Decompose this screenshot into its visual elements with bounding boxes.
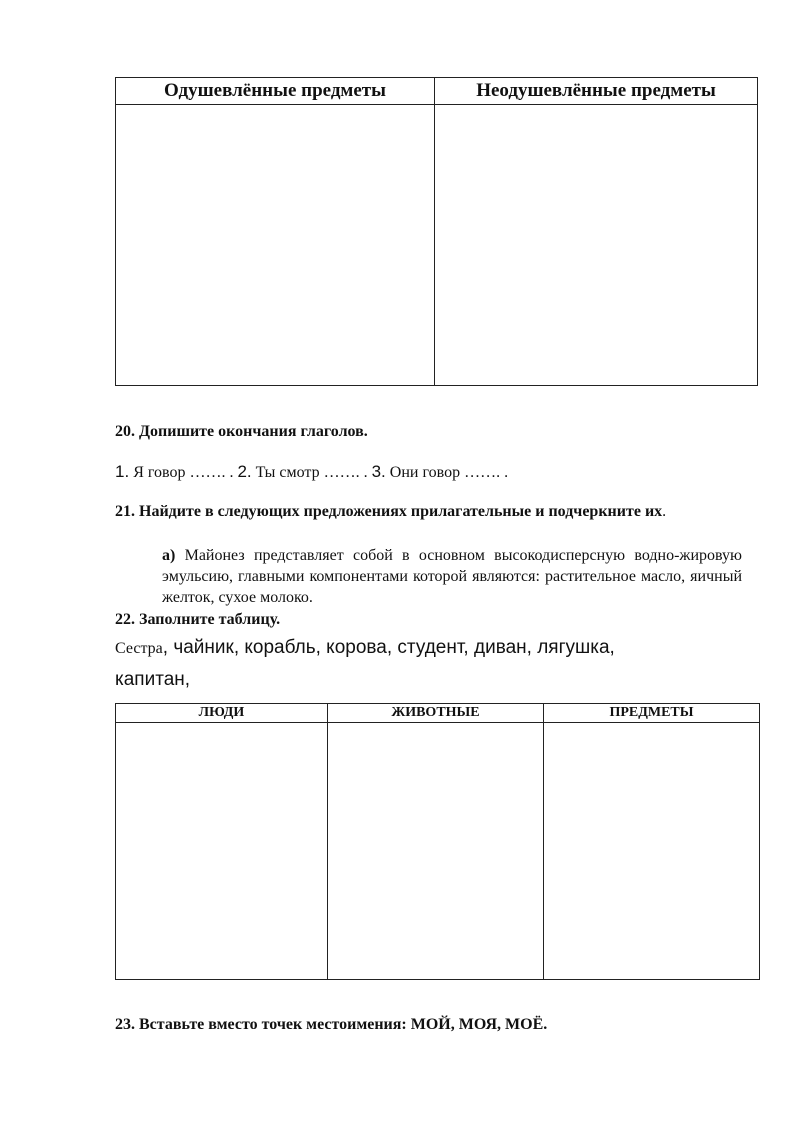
q20-title: 20. Допишите окончания глаголов. [115,423,368,440]
q21-title-text: 21. Найдите в следующих предложениях прилагательные и подчеркните их [115,503,663,520]
header-inanimate: Неодушевлённые предметы [435,78,758,105]
q21-a-text: Майонез представляет собой в основном высокодисперсную водно-жировую эмульсию, главными компонентами которой являются: растительное масло, яичный желток, сухое молоко. [162,547,742,606]
cell-inanimate[interactable] [435,105,758,386]
q20-item-3-num: 3. [371,462,386,481]
q20-item-3-text: Они говор ……. . [385,464,509,481]
animate-inanimate-table [115,77,758,386]
q20-item-2-num: 2. [237,462,252,481]
classification-table [115,703,760,980]
q22-word-list [115,632,675,696]
q21-title-end: . [662,503,667,520]
q20-item-1-text: Я говор ……. . [129,464,238,481]
q20-items [115,462,745,482]
q22-rest-words: , чайник, корабль, корова, студент, диван, лягушка, капитан, [115,637,615,690]
cell-objects[interactable] [544,723,760,980]
header-people: ЛЮДИ [116,704,328,723]
q23-title: 23. Вставьте вместо точек местоимения: МОЙ, МОЯ, МОЁ. [115,1016,548,1033]
header-objects: ПРЕДМЕТЫ [544,704,760,723]
header-animals: ЖИВОТНЫЕ [328,704,544,723]
q21-sentence-a [162,545,742,608]
q21-a-label: а) [162,547,176,564]
q21-title [115,502,745,522]
cell-animate[interactable] [116,105,435,386]
q22-first-word: Сестра [115,640,163,657]
q20-item-2-text: Ты смотр ……. . [251,464,372,481]
q22-title: 22. Заполните таблицу. [115,611,281,628]
q20-item-1-num: 1. [115,462,130,481]
header-animate: Одушевлённые предметы [116,78,435,105]
cell-people[interactable] [116,723,328,980]
cell-animals[interactable] [328,723,544,980]
